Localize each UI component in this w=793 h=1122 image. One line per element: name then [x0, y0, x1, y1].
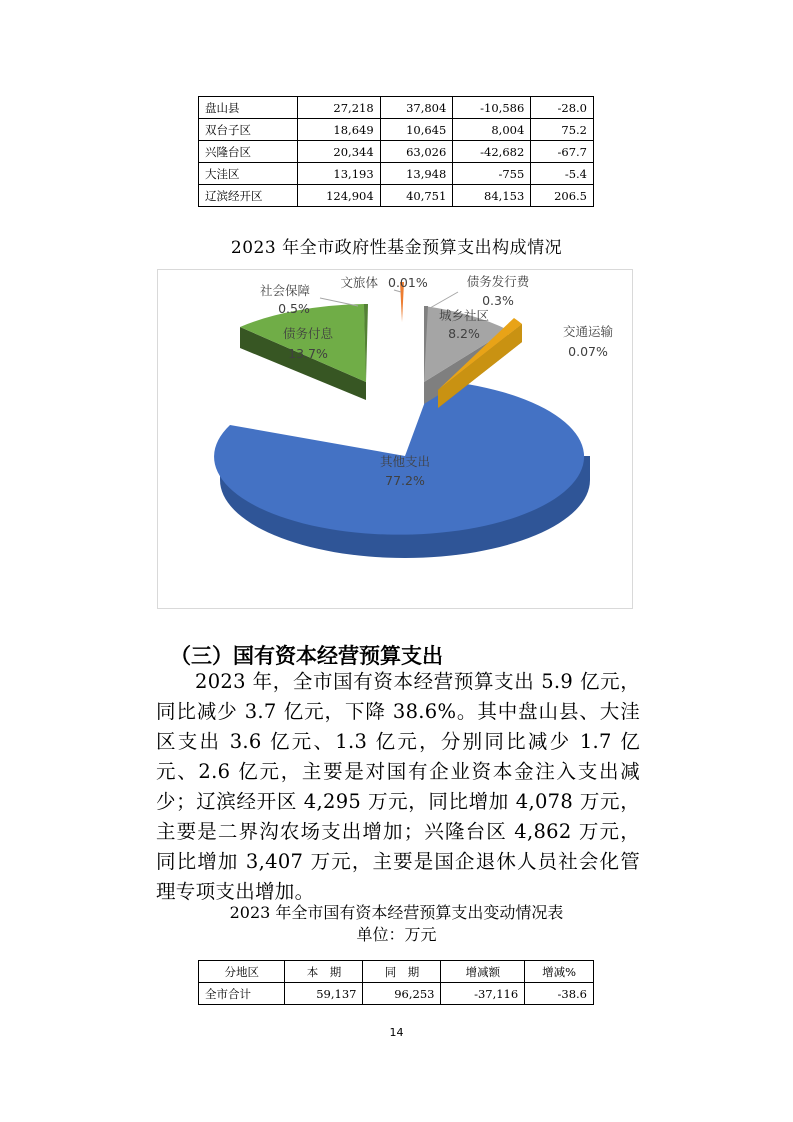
cell-pct: -38.6: [525, 983, 594, 1005]
table2-title: 2023 年全市国有资本经营预算支出变动情况表: [229, 903, 564, 922]
cell-name: 辽滨经开区: [199, 185, 298, 207]
label-debt-interest-name: 债务付息: [282, 326, 334, 341]
cell-name: 大洼区: [199, 163, 298, 185]
cell-previous: 40,751: [380, 185, 453, 207]
cell-current: 59,137: [285, 983, 363, 1005]
district-table-body: [199, 97, 594, 207]
leader-line-debt-issuance: [430, 292, 458, 308]
label-debt-issuance-value: 0.3%: [482, 293, 514, 308]
cell-pct: 75.2: [531, 119, 594, 141]
leader-line-culture: [394, 290, 401, 292]
pie-chart-frame: [157, 269, 633, 609]
cell-current: 124,904: [298, 185, 381, 207]
header-current: 本 期: [285, 961, 363, 983]
section-heading: （三）国有资本经营预算支出: [170, 644, 443, 668]
cell-change: -37,116: [441, 983, 525, 1005]
label-social-security-value: 0.5%: [278, 301, 310, 316]
table-row: [199, 97, 594, 119]
label-debt-interest-value: 13.7%: [288, 346, 328, 361]
cell-pct: -5.4: [531, 163, 594, 185]
table-row: [199, 185, 594, 207]
table-row: [199, 983, 594, 1005]
cell-previous: 10,645: [380, 119, 453, 141]
district-table-top: [198, 96, 594, 207]
cell-pct: 206.5: [531, 185, 594, 207]
label-other-value: 77.2%: [385, 473, 425, 488]
table2-unit: 单位：万元: [356, 925, 437, 944]
label-other-name: 其他支出: [379, 454, 431, 469]
cell-current: 13,193: [298, 163, 381, 185]
header-change: 增减额: [441, 961, 525, 983]
cell-previous: 96,253: [363, 983, 441, 1005]
header-previous: 同 期: [363, 961, 441, 983]
cell-previous: 13,948: [380, 163, 453, 185]
cell-name: 盘山县: [199, 97, 298, 119]
label-urban-rural-value: 8.2%: [448, 326, 480, 341]
label-social-security-name: 社会保障: [259, 283, 310, 298]
leader-line-social: [320, 298, 358, 306]
cell-change: 8,004: [453, 119, 531, 141]
label-urban-rural-name: 城乡社区: [438, 308, 490, 323]
cell-name: 双台子区: [199, 119, 298, 141]
cell-name: 全市合计: [199, 983, 285, 1005]
label-culture-value: 0.01%: [388, 275, 428, 290]
state-capital-table: [198, 960, 594, 1005]
table-header-row: [199, 961, 594, 983]
cell-pct: -28.0: [531, 97, 594, 119]
cell-change: 84,153: [453, 185, 531, 207]
cell-current: 18,649: [298, 119, 381, 141]
cell-change: -755: [453, 163, 531, 185]
page-number: 14: [389, 1026, 404, 1039]
cell-previous: 37,804: [380, 97, 453, 119]
table-row: [199, 141, 594, 163]
cell-pct: -67.7: [531, 141, 594, 163]
body-paragraph: 2023 年，全市国有资本经营预算支出 5.9 亿元，同比减少 3.7 亿元，下降 38.6%。其中盘山县、大洼区支出 3.6 亿元、1.3 亿元，分别同比减少 1.7 亿元、2.6 亿元，主要是对国有企业资本金注入支出减少；辽滨经开区 4,295 万元，同比增加 4,078 万元，主要是二界沟农场支出增加；兴隆台区 4,862 万元，同比增加 3,407 万元，主要是国企退休人员社会化管理专项支出增加。: [156, 670, 640, 903]
cell-name: 兴隆台区: [199, 141, 298, 163]
pie-chart: [158, 270, 634, 610]
cell-current: 27,218: [298, 97, 381, 119]
label-transport-value: 0.07%: [568, 344, 608, 359]
cell-previous: 63,026: [380, 141, 453, 163]
label-transport-name: 交通运输: [562, 324, 614, 339]
label-debt-issuance-name: 债务发行费: [466, 274, 530, 289]
cell-change: -10,586: [453, 97, 531, 119]
cell-current: 20,344: [298, 141, 381, 163]
table-row: [199, 119, 594, 141]
header-pct: 增减%: [525, 961, 594, 983]
table-row: [199, 163, 594, 185]
cell-change: -42,682: [453, 141, 531, 163]
chart-title: 2023 年全市政府性基金预算支出构成情况: [230, 238, 563, 258]
header-district: 分地区: [199, 961, 285, 983]
label-culture-name: 文旅体: [340, 275, 378, 290]
